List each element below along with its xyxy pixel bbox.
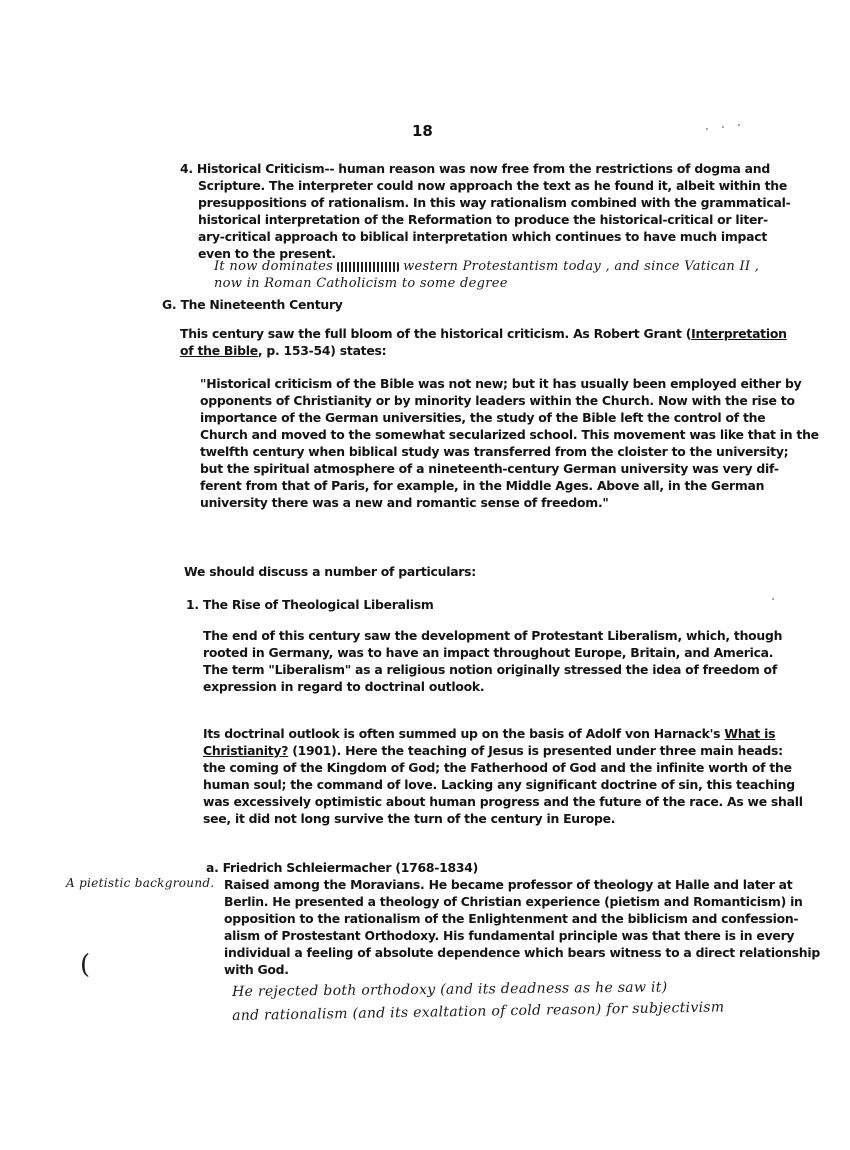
- handwritten-note-subjectivism: and rationalism (and its exaltation of cold reason) for subjectivism: [232, 999, 725, 1024]
- scan-speck: [706, 128, 708, 130]
- section-heading: G. The Nineteenth Century: [162, 297, 343, 312]
- intro-line: [180, 342, 386, 360]
- handwritten-note-catholicism: now in Roman Catholicism to some degree: [214, 276, 508, 291]
- paragraph-line: was excessively optimistic about human progress and the future of the race. As we shall: [203, 794, 803, 809]
- intro-text: This century saw the full bloom of the historical criticism. As Robert Grant (: [180, 326, 692, 341]
- quote-line: opponents of Christianity or by minority leaders within the Church. Now with the rise to: [200, 393, 795, 408]
- margin-parenthesis: (: [80, 950, 91, 980]
- item4-line: Scripture. The interpreter could now approach the text as he found it, albeit within the: [198, 178, 788, 193]
- quote-line: university there was a new and romantic sense of freedom.": [200, 495, 609, 510]
- handwritten-note-part: western Protestantism today , and since Vatican II ,: [403, 259, 760, 274]
- margin-note: A pietistic background.: [66, 876, 215, 890]
- schleiermacher-line: Raised among the Moravians. He became professor of theology at Halle and later at: [224, 877, 793, 892]
- schleiermacher-line: individual a feeling of absolute dependence which bears witness to a direct relationship: [224, 945, 820, 960]
- paragraph-text: (1901). Here the teaching of Jesus is presented under three main heads:: [288, 743, 783, 758]
- item4-line: ary-critical approach to biblical interpretation which continues to have much impact: [198, 229, 768, 244]
- page-number: 18: [412, 122, 433, 140]
- paragraph-line: [203, 725, 775, 743]
- book-title: Christianity?: [203, 743, 289, 758]
- item4-line: 4. Historical Criticism-- human reason was now free from the restrictions of dogma and: [180, 161, 770, 176]
- schleiermacher-line: Berlin. He presented a theology of Christian experience (pietism and Romanticism) in: [224, 894, 803, 909]
- paragraph-line: The end of this century saw the development of Protestant Liberalism, which, though: [203, 628, 783, 643]
- intro-text: , p. 153-54) states:: [257, 343, 387, 358]
- item4-line: presuppositions of rationalism. In this way rationalism combined with the grammatical-: [198, 195, 791, 210]
- schleiermacher-line: opposition to the rationalism of the Enlightenment and the biblicism and confession-: [224, 911, 799, 926]
- paragraph-line: see, it did not long survive the turn of the century in Europe.: [203, 811, 616, 826]
- intro-line: [180, 325, 787, 343]
- quote-line: importance of the German universities, the study of the Bible left the control of the: [200, 410, 766, 425]
- item4-line: historical interpretation of the Reformation to produce the historical-critical or liter-: [198, 212, 768, 227]
- paragraph-line: rooted in Germany, was to have an impact throughout Europe, Britain, and America.: [203, 645, 774, 660]
- schleiermacher-line: alism of Prostestant Orthodoxy. His fundamental principle was that there is in every: [224, 928, 795, 943]
- item4-line: even to the present.: [198, 246, 336, 261]
- book-title: What is: [724, 726, 776, 741]
- paragraph-line: the coming of the Kingdom of God; the Fatherhood of God and the infinite worth of the: [203, 760, 792, 775]
- crossed-out-scribble: [337, 262, 399, 272]
- quote-line: but the spiritual atmosphere of a nineteenth-century German university was very dif-: [200, 461, 779, 476]
- quote-line: ferent from that of Paris, for example, in the Middle Ages. Above all, in the German: [200, 478, 765, 493]
- book-title: of the Bible: [180, 343, 258, 358]
- handwritten-note-rejected: He rejected both orthodoxy (and its deadness as he saw it): [232, 979, 668, 1000]
- subsection-heading: 1. The Rise of Theological Liberalism: [186, 597, 434, 612]
- paragraph-line: The term "Liberalism" as a religious notion originally stressed the idea of freedom of: [203, 662, 777, 677]
- handwritten-note-vatican: [214, 259, 759, 274]
- schleiermacher-line: with God.: [224, 962, 289, 977]
- quote-line: Church and moved to the somewhat secularized school. This movement was like that in the: [200, 427, 819, 442]
- book-title: Interpretation: [691, 326, 787, 341]
- quote-line: twelfth century when biblical study was transferred from the cloister to the university;: [200, 444, 789, 459]
- scan-speck: [738, 124, 740, 126]
- handwritten-note-part: It now dominates: [214, 259, 334, 274]
- subsection-a-heading: a. Friedrich Schleiermacher (1768-1834): [206, 860, 478, 875]
- particulars-line: We should discuss a number of particulars:: [184, 564, 476, 579]
- scan-speck: [772, 598, 774, 600]
- paragraph-text: Its doctrinal outlook is often summed up on the basis of Adolf von Harnack's: [203, 726, 725, 741]
- paragraph-line: expression in regard to doctrinal outlook.: [203, 679, 485, 694]
- quote-line: "Historical criticism of the Bible was not new; but it has usually been employed either by: [200, 376, 802, 391]
- paragraph-line: human soul; the command of love. Lacking any significant doctrine of sin, this teaching: [203, 777, 795, 792]
- paragraph-line: [203, 742, 783, 760]
- scan-speck: [722, 126, 724, 128]
